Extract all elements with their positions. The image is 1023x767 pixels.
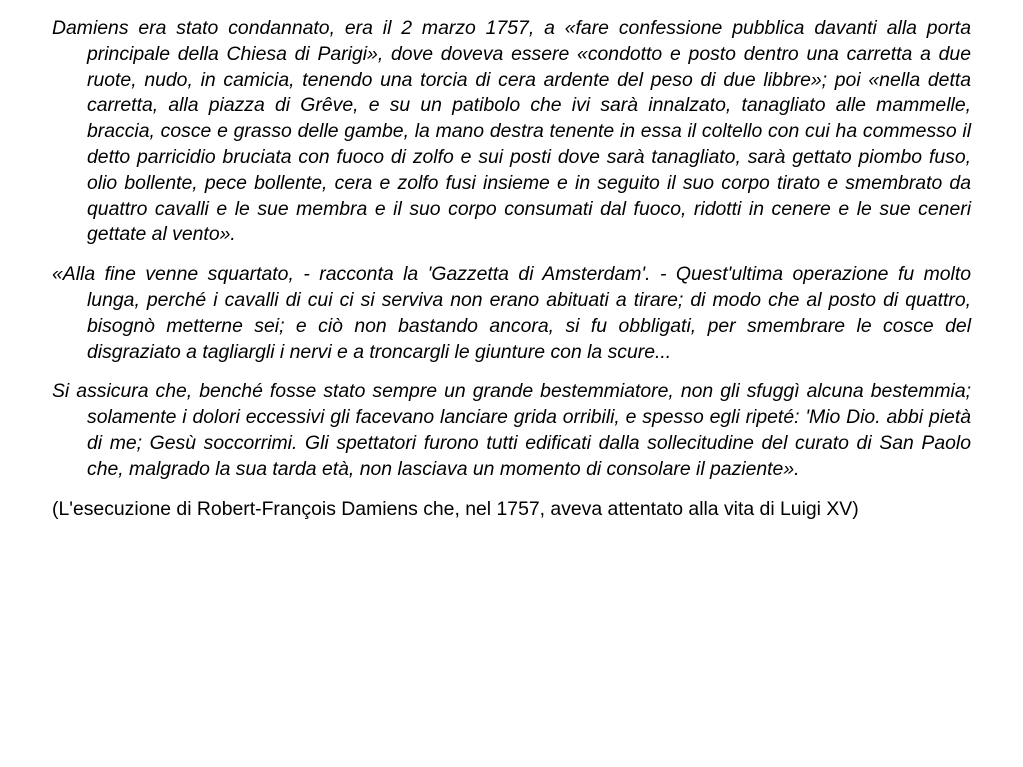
paragraph-gazette-quote: «Alla fine venne squartato, - racconta la 'Gazzetta di Amsterdam'. - Quest'ultima operazione fu molto lunga, perché i cavalli di cui ci si serviva non erano abituati a tirare; di modo che al posto di quattro, bisognò metterne sei; e ciò non bastando ancora, si fu obbligati, per smembrare le cosce del disgraziato a tagliargli i nervi e a troncargli le giunture con la scure... [52, 263, 971, 363]
paragraph-last-moments: Si assicura che, benché fosse stato sempre un grande bestemmiatore, non gli sfuggì alcuna bestemmia; solamente i dolori eccessivi gli facevano lanciare grida orribili, e spesso egli ripeté: 'Mio Dio. abbi pietà di me; Gesù soccorrimi. Gli spettatori furono tutti edificati dalla sollecitudine del curato di San Paolo che, malgrado la sua tarda età, non lasciava un momento di consolare il paziente». [52, 380, 971, 480]
document-body [52, 16, 971, 536]
paragraph-sentence: Damiens era stato condannato, era il 2 marzo 1757, a «fare confessione pubblica davanti alla porta principale della Chiesa di Parigi», dove doveva essere «condotto e posto dentro una carretta a due ruote, nudo, in camicia, tenendo una torcia di cera ardente del peso di due libbre»; poi «nella detta carretta, alla piazza di Grêve, e su un patibolo che ivi sarà innalzato, tanagliato alle mammelle, braccia, cosce e grasso delle gambe, la mano destra tenente in essa il coltello con cui ha commesso il detto parricidio bruciata con fuoco di zolfo e sui posti dove sarà tanagliato, sarà gettato piombo fuso, olio bollente, pece bollente, cera e zolfo fusi insieme e in seguito il suo corpo tirato e smembrato da quattro cavalli e le sue membra e il suo corpo consumati dal fuoco, ridotti in cenere e le sue ceneri gettate al vento». [52, 17, 971, 246]
paragraph-caption: (L'esecuzione di Robert-François Damiens che, nel 1757, aveva attentato alla vita di Luigi XV) [52, 497, 859, 520]
